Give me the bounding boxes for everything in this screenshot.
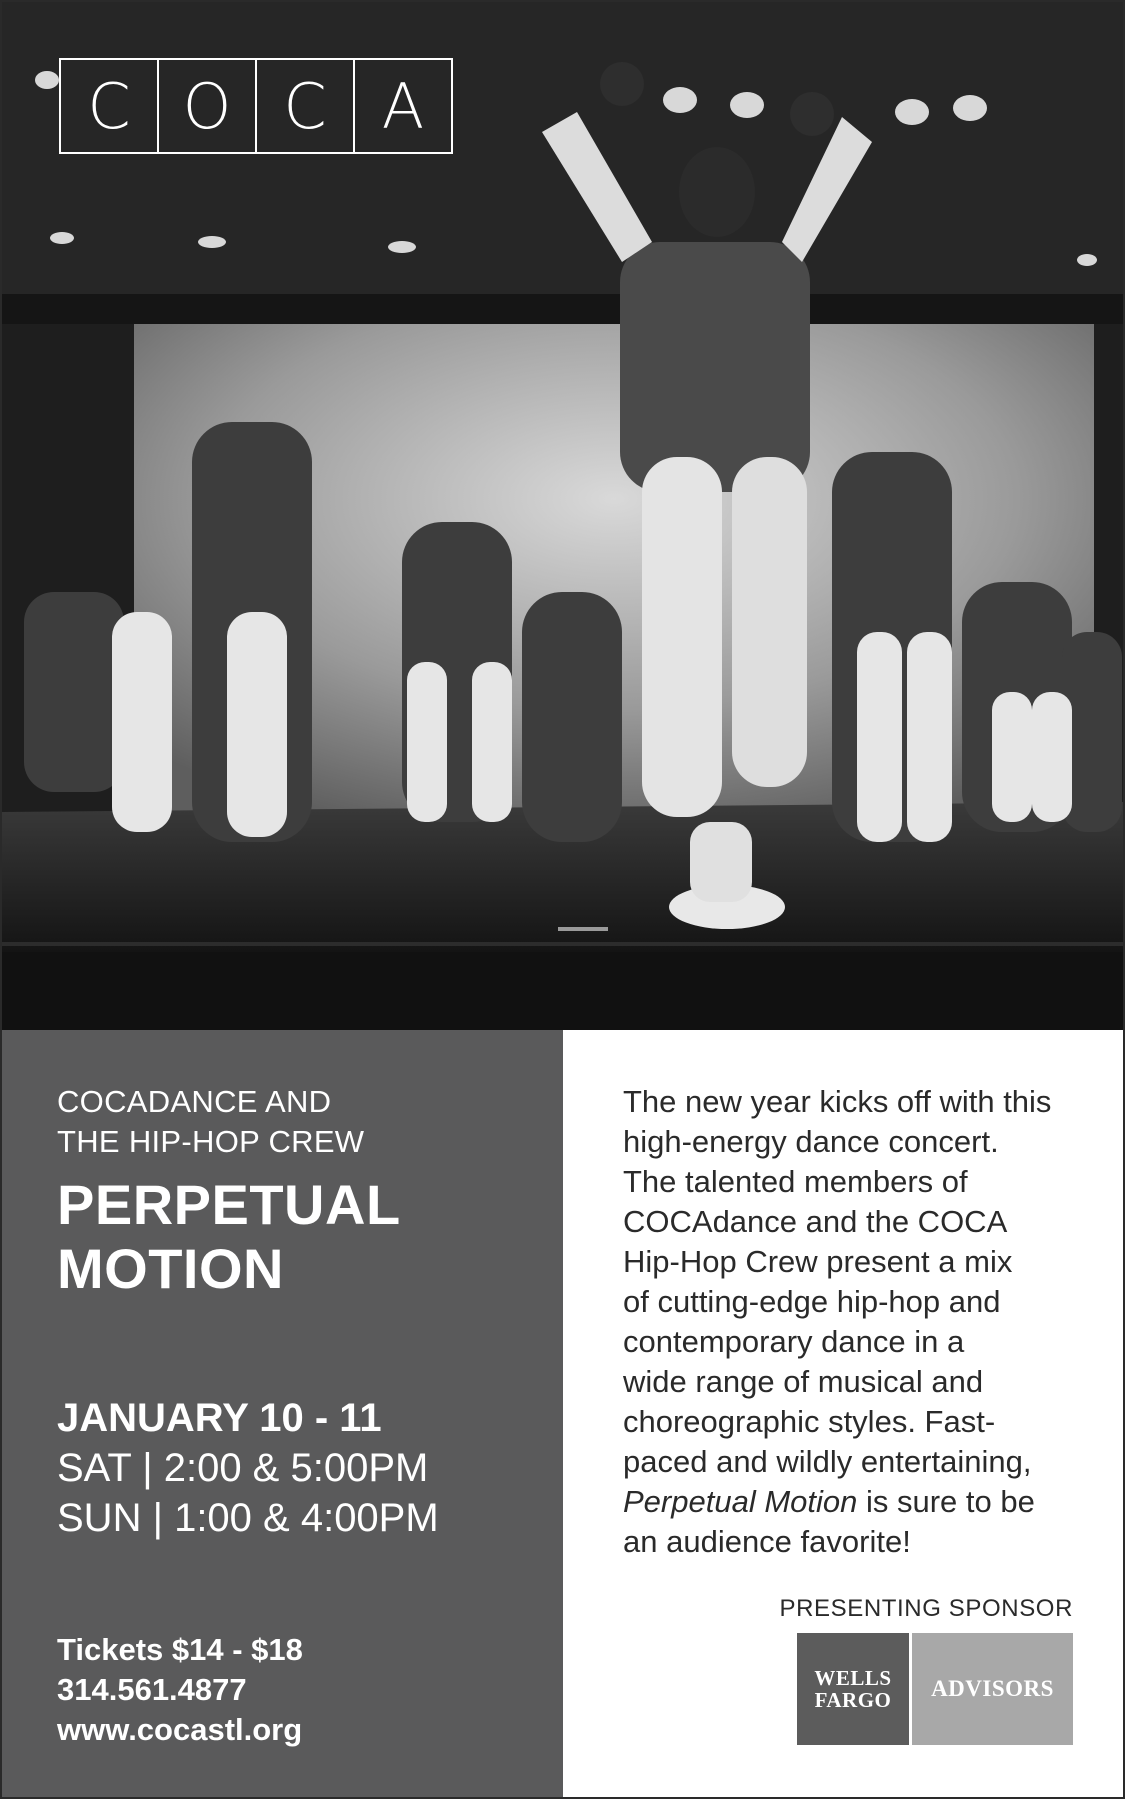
description-line: paced and wildly entertaining, — [623, 1444, 1032, 1479]
logo-letter: A — [381, 69, 425, 143]
website-link[interactable]: www.cocastl.org — [57, 1712, 303, 1747]
subtitle-line: THE HIP-HOP CREW — [57, 1124, 365, 1159]
logo-letter: C — [257, 60, 355, 152]
description-line: wide range of musical and — [623, 1364, 984, 1399]
event-info-panel — [2, 1030, 563, 1797]
event-date: JANUARY 10 - 11 — [57, 1396, 382, 1440]
description-line: Hip-Hop Crew present a mix — [623, 1244, 1013, 1279]
wells-fargo-mark — [797, 1633, 909, 1745]
description-line: contemporary dance in a — [623, 1324, 965, 1359]
description-line: The talented members of — [623, 1164, 968, 1199]
wells-fargo-advisors-logo — [797, 1633, 1073, 1745]
sponsor-label: PRESENTING SPONSOR — [779, 1595, 1073, 1622]
title-line: MOTION — [57, 1237, 284, 1300]
event-title — [57, 1173, 517, 1301]
description-panel — [563, 1030, 1123, 1797]
event-subtitle — [57, 1082, 517, 1162]
description-line — [623, 1482, 1093, 1522]
description-line: an audience favorite! — [623, 1524, 911, 1559]
event-description — [623, 1082, 1093, 1562]
description-line: high-energy dance concert. — [623, 1124, 999, 1159]
advisors-mark: ADVISORS — [912, 1633, 1073, 1745]
logo-word: WELLS — [814, 1666, 892, 1690]
title-line: PERPETUAL — [57, 1173, 401, 1236]
dance-stage-photo — [2, 2, 1123, 1030]
ticket-contact-info — [57, 1630, 517, 1750]
description-line: choreographic styles. Fast- — [623, 1404, 996, 1439]
italic-show-title: Perpetual Motion — [623, 1484, 858, 1519]
subtitle-line: COCADANCE AND — [57, 1084, 332, 1119]
logo-letter: C — [61, 60, 159, 152]
coca-logo — [59, 58, 453, 154]
event-time-sat: SAT | 2:00 & 5:00PM — [57, 1446, 429, 1490]
description-line: of cutting-edge hip-hop and — [623, 1284, 1001, 1319]
phone-number[interactable]: 314.561.4877 — [57, 1672, 247, 1707]
logo-letter: O — [159, 60, 257, 152]
description-line: The new year kicks off with this — [623, 1084, 1052, 1119]
logo-word: FARGO — [814, 1688, 892, 1712]
ticket-price: Tickets $14 - $18 — [57, 1632, 303, 1667]
dance-photo — [2, 2, 1123, 1030]
description-line: COCAdance and the COCA — [623, 1204, 1008, 1239]
event-time-sun: SUN | 1:00 & 4:00PM — [57, 1496, 439, 1540]
description-line-tail: is sure to be — [857, 1484, 1035, 1519]
event-dates — [57, 1393, 537, 1543]
